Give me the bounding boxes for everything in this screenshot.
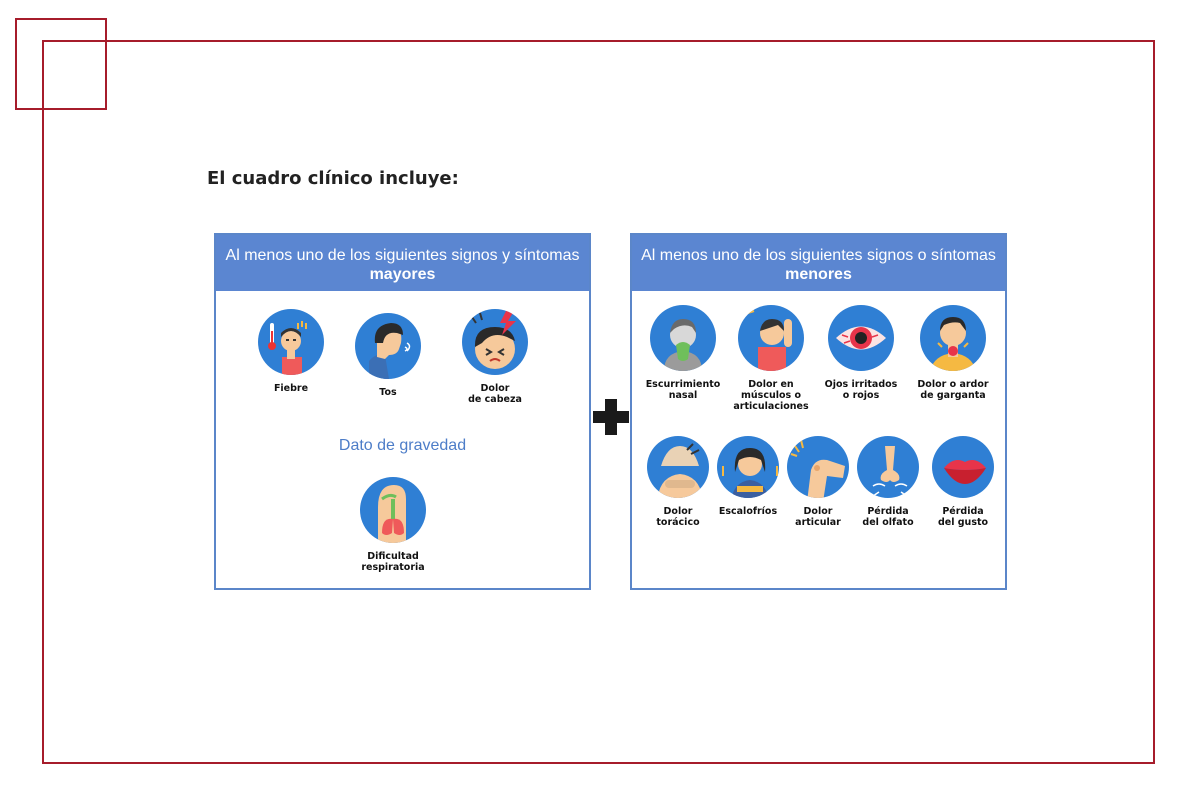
major-panel-header <box>216 235 589 291</box>
fever-icon <box>258 309 324 375</box>
page-title: El cuadro clínico incluye: <box>207 168 459 189</box>
minor-panel-header <box>632 235 1005 291</box>
red-eye-icon <box>828 305 894 371</box>
minor-header-text: Al menos uno de los siguientes signos o síntomas <box>641 247 996 264</box>
sore-throat-icon <box>920 305 986 371</box>
symptom-label: Dificultad respiratoria <box>361 551 425 573</box>
symptom-label: Dolor torácico <box>656 506 700 528</box>
symptom-label: Tos <box>379 387 397 398</box>
symptom-label: Escalofríos <box>718 506 778 517</box>
symptom-label: Pérdida del gusto <box>937 506 989 528</box>
symptom-tos <box>333 313 443 398</box>
minor-symptoms-panel <box>630 233 1007 590</box>
symptom-dolor-cabeza <box>440 309 550 405</box>
muscle-pain-icon <box>738 305 804 371</box>
symptom-label: Escurrimiento nasal <box>645 379 721 401</box>
symptom-label: Dolor de cabeza <box>468 383 522 405</box>
symptom-label: Ojos irritados o rojos <box>824 379 898 401</box>
lips-icon <box>932 436 994 498</box>
symptom-label: Dolor articular <box>795 506 841 528</box>
symptom-label: Pérdida del olfato <box>862 506 914 528</box>
symptom-perdida-gusto <box>908 436 1018 528</box>
lungs-icon <box>360 477 426 543</box>
severity-title: Dato de gravedad <box>338 437 467 454</box>
plus-icon <box>591 397 631 437</box>
cough-icon <box>355 313 421 379</box>
symptom-label: Dolor en músculos o articulaciones <box>733 379 809 412</box>
symptom-label: Fiebre <box>273 383 309 394</box>
symptom-label: Dolor o ardor de garganta <box>917 379 989 401</box>
headache-icon <box>462 309 528 375</box>
symptom-fiebre <box>236 309 346 394</box>
major-symptoms-panel <box>214 233 591 590</box>
major-header-text: Al menos uno de los siguientes signos y síntomas <box>225 247 580 264</box>
runny-nose-icon <box>650 305 716 371</box>
minor-header-bold: menores <box>785 266 852 283</box>
symptom-dolor-garganta <box>898 305 1008 401</box>
major-header-bold: mayores <box>369 266 436 283</box>
symptom-dificultad-respiratoria <box>338 477 448 573</box>
